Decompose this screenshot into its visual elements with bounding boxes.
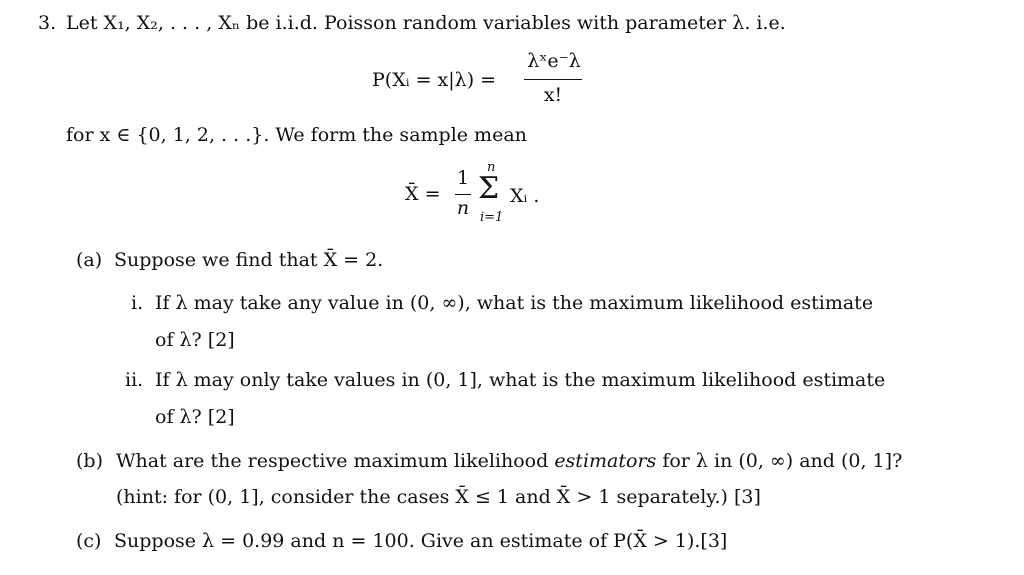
- pmf-numerator: λˣe⁻λ: [527, 50, 581, 72]
- part-a-text: Suppose we find that X̄ = 2.: [114, 249, 384, 271]
- part-c-text: Suppose λ = 0.99 and n = 100. Give an estimate of P(X̄ > 1).[3]: [114, 530, 728, 552]
- sum-symbol: Σ: [478, 171, 500, 206]
- part-b-line1: [116, 449, 902, 473]
- part-a-ii-line2: of λ? [2]: [155, 406, 235, 428]
- part-b-line1-pre: What are the respective maximum likelihood: [116, 450, 549, 472]
- part-a-label: (a): [76, 249, 103, 271]
- sum-lower-limit: i=1: [480, 210, 504, 225]
- part-a-ii-line1: If λ may only take values in (0, 1], what is the maximum likelihood estimate: [155, 369, 886, 391]
- pmf-denominator: x!: [543, 84, 563, 106]
- part-a-i-line2: of λ? [2]: [155, 329, 235, 351]
- part-b-line1-post: for λ in (0, ∞) and (0, 1]?: [662, 450, 903, 472]
- pmf-lhs: P(Xᵢ = x|λ) =: [372, 69, 497, 91]
- part-b-line2: (hint: for (0, 1], consider the cases X̄ ≤ 1 and X̄ > 1 separately.) [3]: [116, 486, 761, 508]
- part-a-ii-label: ii.: [125, 369, 144, 391]
- mean-rhs: Xᵢ .: [510, 185, 540, 207]
- sum-upper-limit: n: [487, 160, 496, 175]
- mean-n: n: [456, 197, 470, 219]
- domain-text: for x ∈ {0, 1, 2, . . .}. We form the sample mean: [66, 124, 527, 146]
- mean-lhs: X̄ =: [405, 183, 441, 205]
- part-c-label: (c): [76, 530, 102, 552]
- mean-fraction-bar: [455, 194, 471, 195]
- pmf-fraction-bar: [524, 79, 582, 80]
- part-b-line1-emphasis: estimators: [554, 450, 657, 472]
- part-a-i-line1: If λ may take any value in (0, ∞), what is the maximum likelihood estimate: [155, 292, 874, 314]
- problem-number: 3.: [38, 12, 57, 34]
- part-a-i-label: i.: [131, 292, 144, 314]
- mean-one: 1: [456, 167, 470, 189]
- problem-intro: Let X₁, X₂, . . . , Xₙ be i.i.d. Poisson random variables with parameter λ. i.e.: [66, 12, 786, 34]
- part-b-label: (b): [76, 450, 103, 472]
